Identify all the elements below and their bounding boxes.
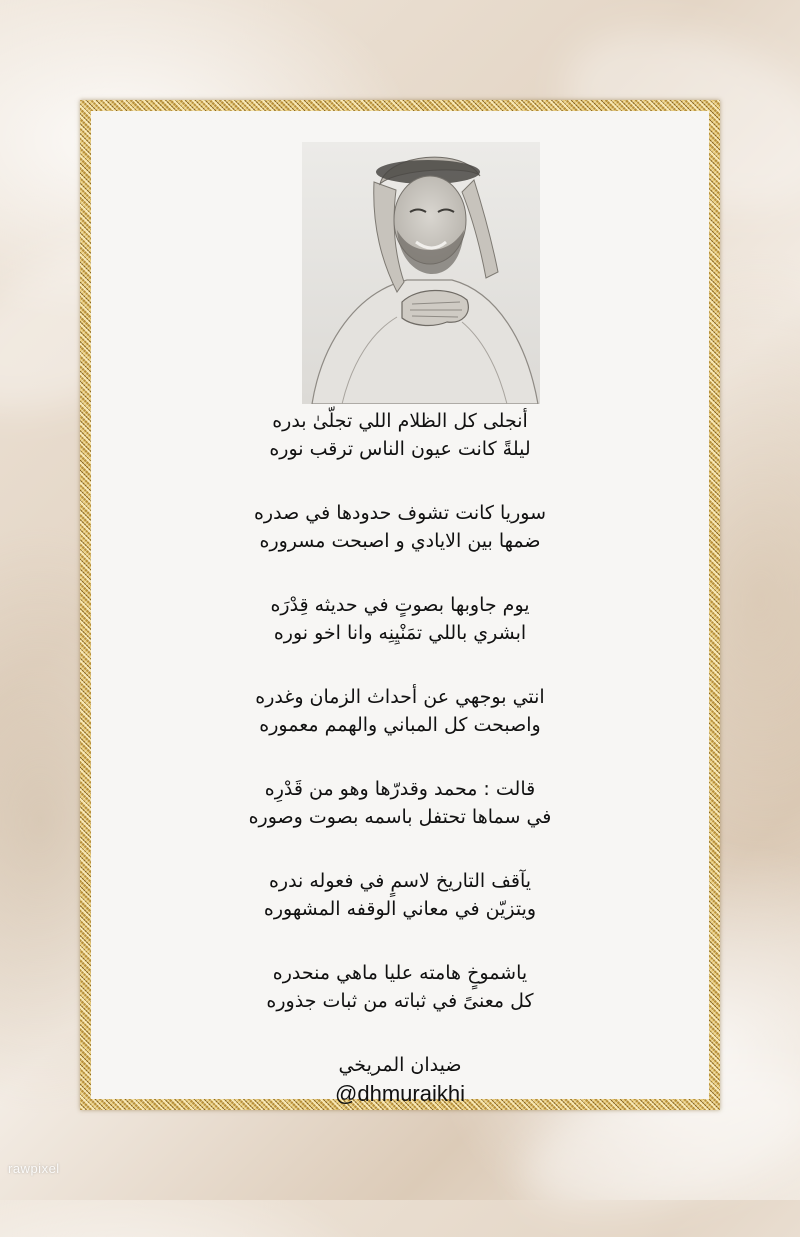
- poem-stanza: [131, 591, 669, 647]
- poem-line: يآقف التاريخ لاسمٍ في فعوله ندره: [268, 870, 532, 892]
- poem-stanza: [131, 867, 669, 923]
- watermark-logo: rawpixel: [8, 1161, 60, 1176]
- poem-line: يوم جاوبها بصوتٍ في حديثه قِدْرَه: [270, 594, 530, 616]
- poem-line: ياشموخٍ هامته عليا ماهي منحدره: [272, 962, 528, 984]
- poem-stanza: [131, 683, 669, 739]
- poem-stanza: [131, 499, 669, 555]
- poem-stanza: [131, 775, 669, 831]
- poem-line: ويتزيّن في معاني الوقفه المشهوره: [263, 898, 537, 920]
- poem-stanza: [131, 959, 669, 1015]
- poet-signature: [131, 1051, 669, 1109]
- glitter-gold-frame: [80, 100, 720, 1110]
- pencil-sketch-portrait-icon: [302, 142, 540, 404]
- poem-line: انتي بوجهي عن أحداث الزمان وغدره: [255, 686, 545, 708]
- poem-card: [91, 111, 709, 1106]
- poem-line: سوريا كانت تشوف حدودها في صدره: [253, 502, 547, 524]
- poem: [131, 407, 669, 1109]
- poem-line: واصبحت كل المباني والهمم معموره: [259, 714, 541, 736]
- poem-line: ضمها بين الايادي و اصبحت مسروره: [259, 530, 541, 552]
- poem-line: ليلةً كانت عيون الناس ترقب نوره: [269, 438, 531, 460]
- poem-line: أنجلى كل الظلام اللي تجلّىٰ بدره: [272, 410, 528, 432]
- poem-line: كل معنىً في ثباته من ثبات جذوره: [266, 990, 534, 1012]
- poem-line: ابشري باللي تمَنْيِنِه وانا اخو نوره: [273, 622, 527, 644]
- poem-stanza: [131, 407, 669, 463]
- poem-line: قالت : محمد وقدرّها وهو من قَدْرِه: [264, 778, 536, 800]
- poem-line: في سماها تحتفل باسمه بصوت وصوره: [248, 806, 552, 828]
- poet-name: ضيدان المريخي: [338, 1054, 462, 1076]
- poet-handle: @dhmuraikhi: [335, 1081, 465, 1106]
- portrait-image: [302, 142, 540, 404]
